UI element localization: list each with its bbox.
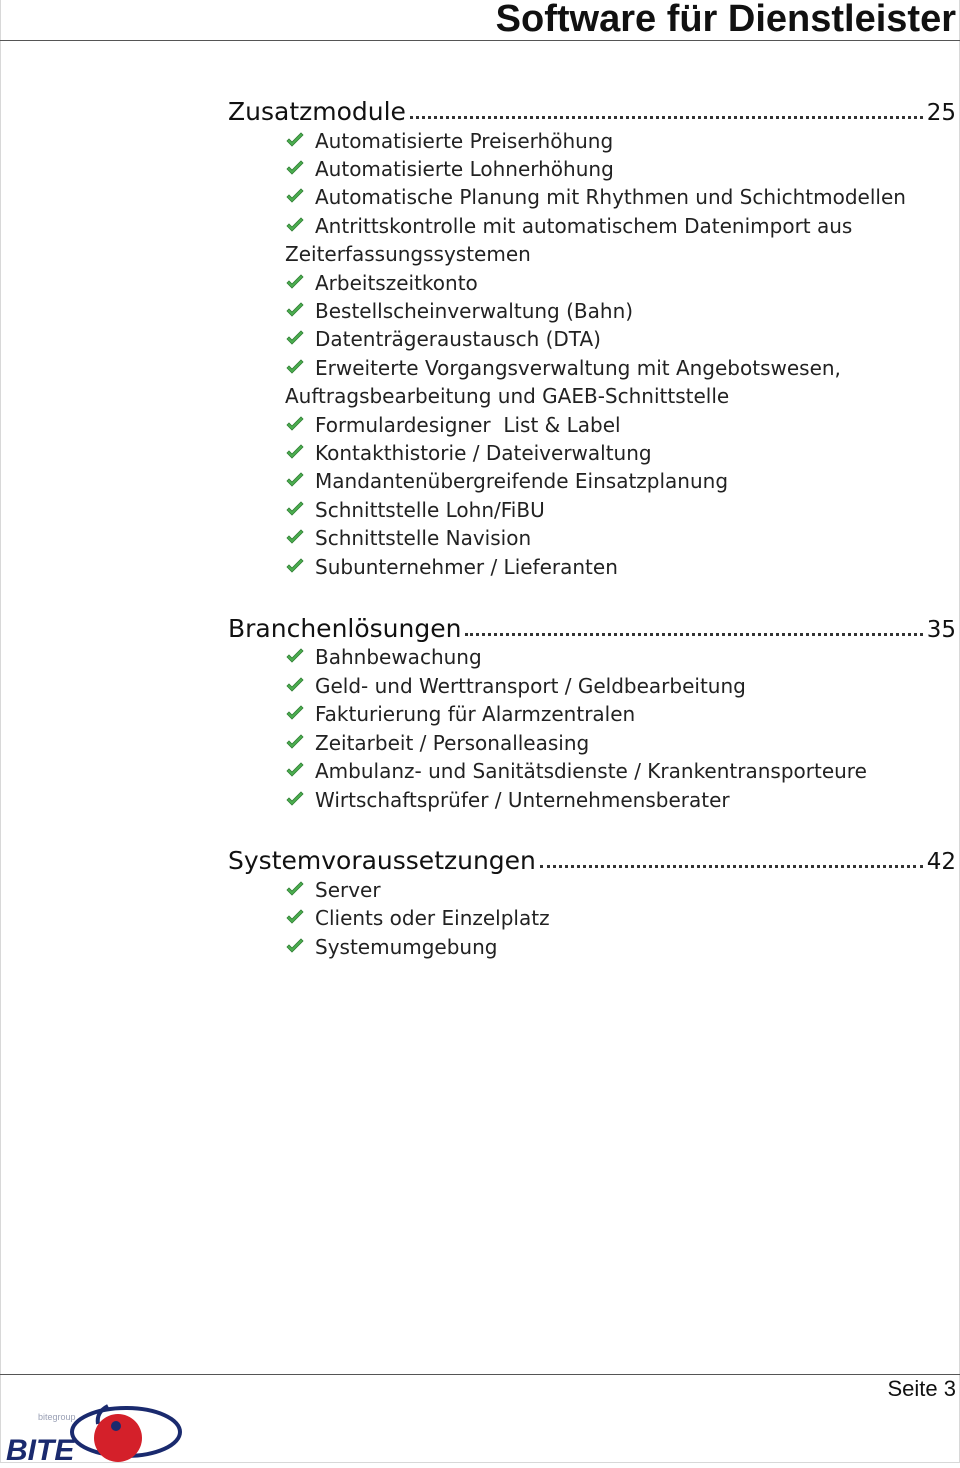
toc-entry-title: Zusatzmodule <box>228 97 406 126</box>
checkmark-icon <box>285 555 315 575</box>
toc-entry-systemvoraussetzungen[interactable] <box>228 841 956 875</box>
list-item: Schnittstelle Lohn/FiBU <box>285 496 955 524</box>
logo-tagline: bitegroup <box>38 1412 76 1422</box>
toc-entry-branchenloesungen[interactable] <box>228 609 956 643</box>
list-item: Wirtschaftsprüfer / Unternehmensberater <box>285 786 955 814</box>
checkmark-icon <box>285 702 315 722</box>
list-item: Kontakthistorie / Dateiverwaltung <box>285 439 955 467</box>
list-item: Subunternehmer / Lieferanten <box>285 553 955 581</box>
leader-dots <box>410 116 923 119</box>
checkmark-icon <box>285 129 315 149</box>
leader-dots <box>465 633 922 636</box>
list-item: Datenträgeraustausch (DTA) <box>285 325 955 353</box>
checkmark-icon <box>285 906 315 926</box>
bite-logo <box>0 1398 190 1464</box>
toc-entry-title: Branchenlösungen <box>228 614 462 643</box>
list-item: Automatisierte Preiserhöhung <box>285 127 955 155</box>
leader-dots <box>540 865 923 868</box>
list-item: Server <box>285 876 955 904</box>
list-item: Bahnbewachung <box>285 643 955 671</box>
list-item: Automatisierte Lohnerhöhung <box>285 155 955 183</box>
checkmark-icon <box>285 441 315 461</box>
page-header-title: Software für Dienstleister <box>495 0 956 40</box>
list-item: Mandantenübergreifende Einsatzplanung <box>285 467 955 495</box>
list-item: Fakturierung für Alarmzentralen <box>285 700 955 728</box>
checkmark-icon <box>285 413 315 433</box>
header-divider <box>0 40 960 41</box>
list-item: Automatische Planung mit Rhythmen und Schichtmodellen <box>285 183 955 211</box>
list-item: Systemumgebung <box>285 933 955 961</box>
checkmark-icon <box>285 469 315 489</box>
list-item: Geld- und Werttransport / Geldbearbeitung <box>285 672 955 700</box>
toc-entry-page-number: 25 <box>926 100 956 126</box>
list-item: Schnittstelle Navision <box>285 524 955 552</box>
checkmark-icon <box>285 526 315 546</box>
checkmark-icon <box>285 788 315 808</box>
list-item: Arbeitszeitkonto <box>285 269 955 297</box>
checkmark-icon <box>285 356 315 376</box>
checkmark-icon <box>285 214 315 234</box>
checkmark-icon <box>285 185 315 205</box>
checkmark-icon <box>285 935 315 955</box>
list-item: Bestellscheinverwaltung (Bahn) <box>285 297 955 325</box>
page-number: Seite 3 <box>887 1376 956 1401</box>
checkmark-icon <box>285 327 315 347</box>
checkmark-icon <box>285 157 315 177</box>
checkmark-icon <box>285 271 315 291</box>
list-item: Antrittskontrolle mit automatischem Datenimport aus Zeiterfassungssystemen <box>285 214 853 267</box>
logo-text: BITE <box>6 1434 75 1464</box>
list-item: Clients oder Einzelplatz <box>285 904 955 932</box>
toc-entry-page-number: 35 <box>926 617 956 643</box>
checkmark-icon <box>285 498 315 518</box>
toc-entry-zusatzmodule[interactable] <box>228 92 956 126</box>
checkmark-icon <box>285 878 315 898</box>
list-item: Zeitarbeit / Personalleasing <box>285 729 955 757</box>
list-item: Erweiterte Vorgangsverwaltung mit Angebotswesen, Auftragsbearbeitung und GAEB-Schnittstelle <box>285 356 841 409</box>
toc-entry-title: Systemvoraussetzungen <box>228 846 536 875</box>
checkmark-icon <box>285 759 315 779</box>
footer-divider <box>0 1374 960 1375</box>
checkmark-icon <box>285 674 315 694</box>
list-item: Ambulanz- und Sanitätsdienste / Krankentransporteure <box>285 757 955 785</box>
toc-entry-page-number: 42 <box>926 849 956 875</box>
list-item: Formulardesigner List & Label <box>285 411 955 439</box>
checkmark-icon <box>285 645 315 665</box>
checkmark-icon <box>285 731 315 751</box>
checkmark-icon <box>285 299 315 319</box>
